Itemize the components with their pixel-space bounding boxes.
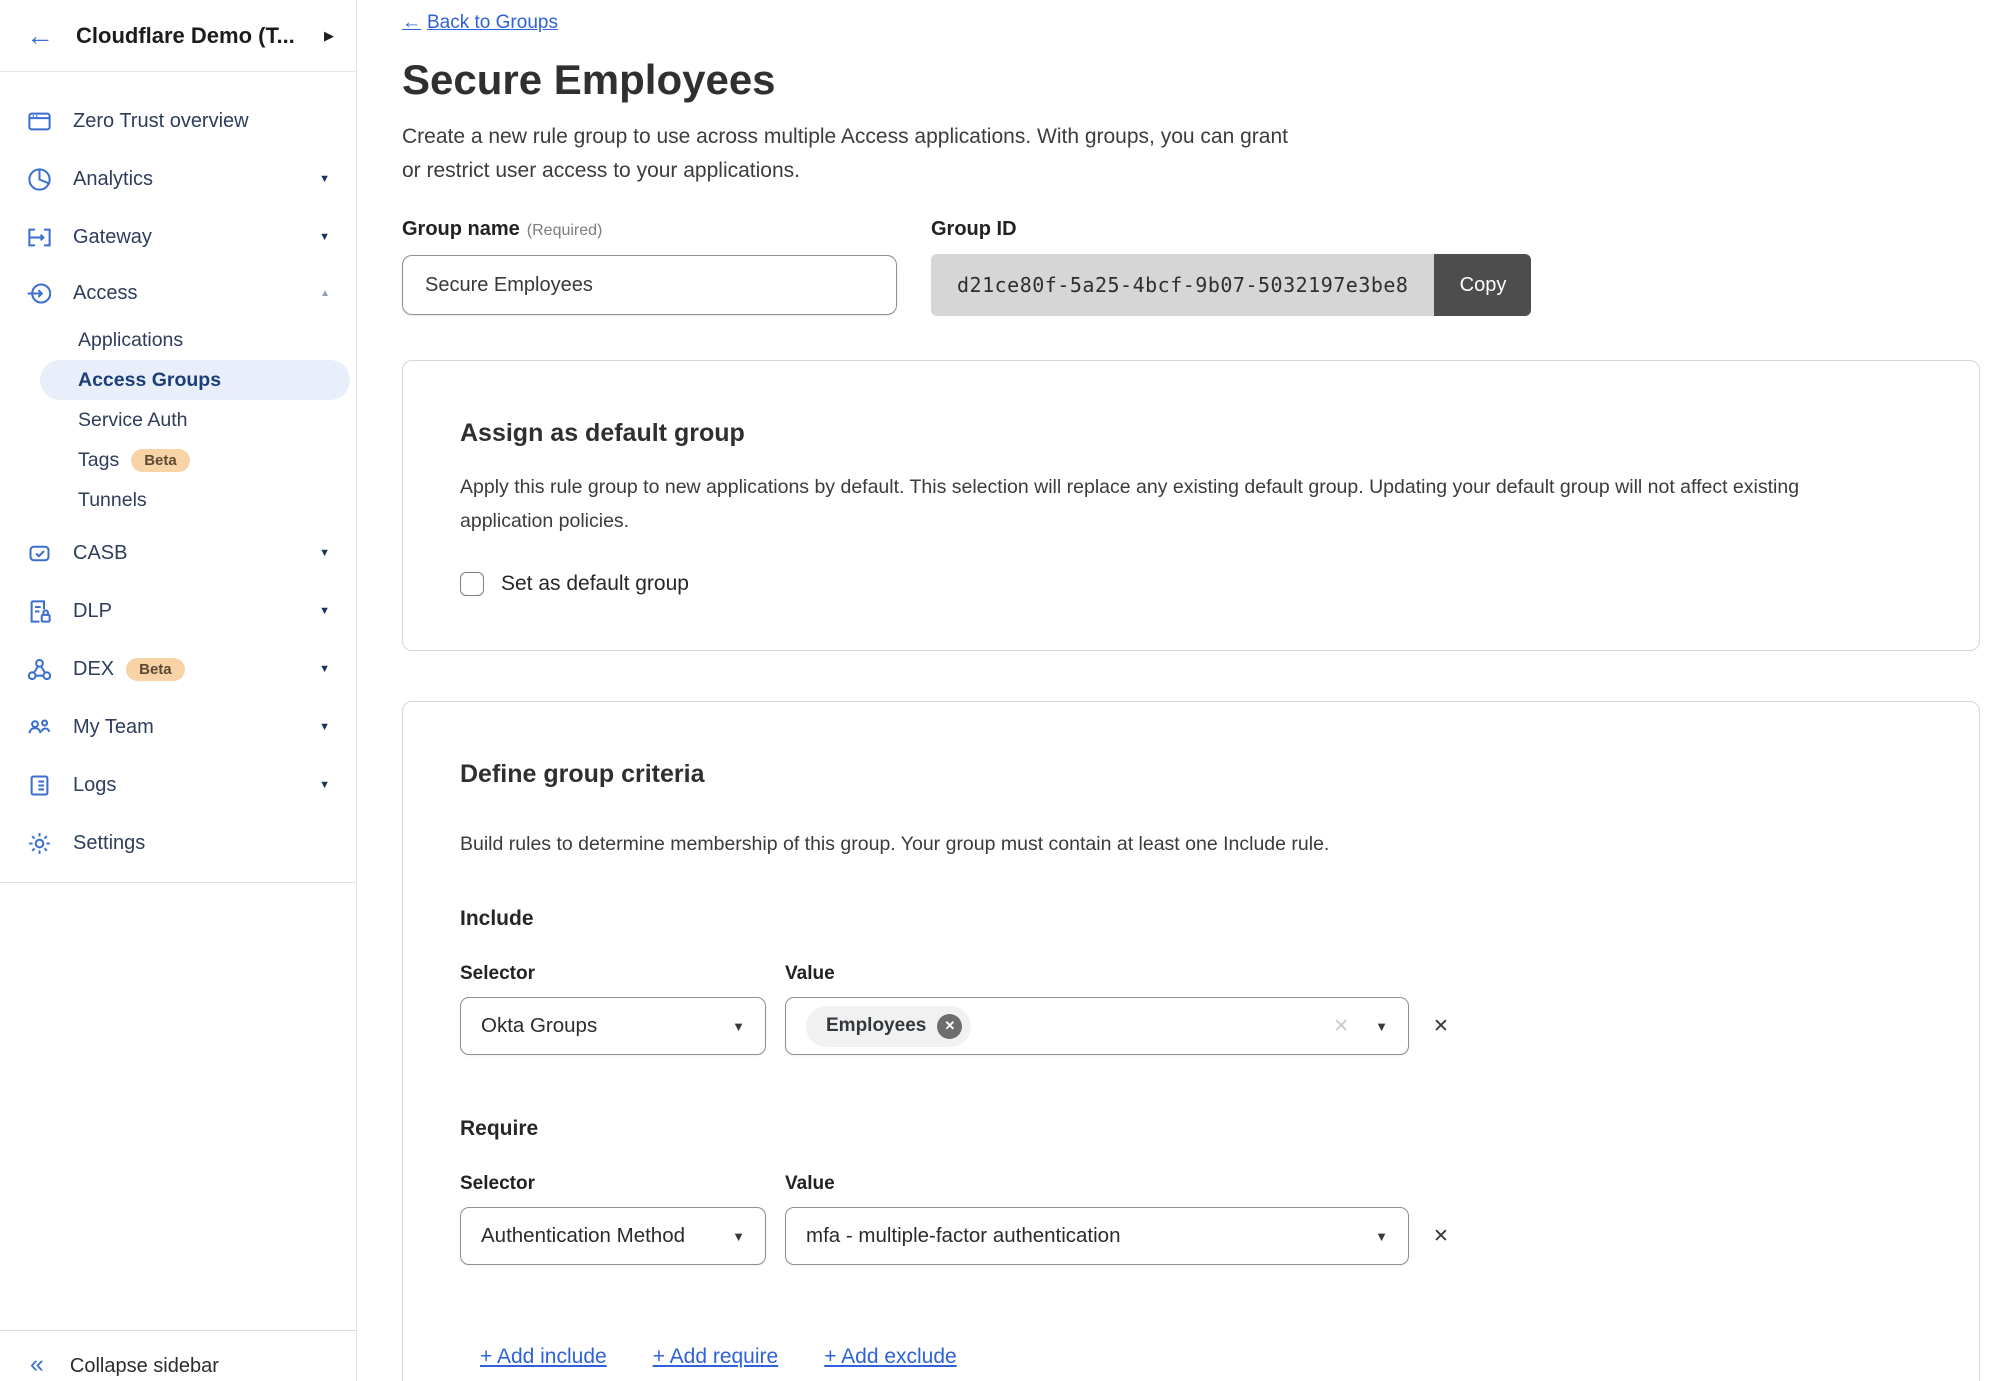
add-require-link[interactable]: + Add require <box>652 1345 779 1369</box>
chevron-down-icon[interactable]: ▼ <box>319 779 330 791</box>
logs-list-icon <box>26 772 53 799</box>
sidebar-item-label: Tunnels <box>78 488 147 511</box>
default-group-card-title: Assign as default group <box>460 419 745 448</box>
copy-button[interactable]: Copy <box>1434 254 1531 316</box>
criteria-description-text: Build rules to determine membership of this group. Your group must contain at least one Include rule. <box>460 833 1330 856</box>
collapse-sidebar-button[interactable] <box>0 1330 356 1381</box>
employees-tag-label: Employees <box>826 1015 927 1037</box>
sidebar-item-analytics[interactable] <box>0 150 356 208</box>
default-group-card-description <box>460 470 1922 538</box>
page-description <box>402 120 1999 188</box>
beta-badge: Beta <box>126 658 185 681</box>
add-rule-links <box>460 1345 1922 1369</box>
sidebar-item-label: Settings <box>73 831 146 854</box>
set-default-group-checkbox[interactable] <box>460 572 484 596</box>
back-arrow-icon[interactable]: ← <box>26 19 54 51</box>
chevron-down-icon: ▼ <box>732 1228 745 1244</box>
set-default-group-checkbox-row[interactable] <box>460 572 1922 596</box>
sidebar-item-tunnels[interactable] <box>0 480 356 520</box>
casb-icon <box>26 540 53 567</box>
sidebar-item-gateway[interactable] <box>0 208 356 266</box>
require-value-label: Value <box>785 1173 835 1195</box>
add-include-link[interactable]: + Add include <box>480 1345 607 1369</box>
sidebar-item-access[interactable] <box>0 266 356 320</box>
page-description-line2: or restrict user access to your applications. <box>402 159 800 183</box>
required-hint: (Required) <box>526 222 603 240</box>
sidebar-item-casb[interactable] <box>0 524 356 582</box>
group-id-label: Group ID <box>931 218 1017 241</box>
include-value-multiselect[interactable] <box>785 997 1409 1055</box>
sidebar-item-label: Analytics <box>73 167 154 190</box>
collapse-sidebar-label: Collapse sidebar <box>69 1355 219 1377</box>
chevron-down-icon[interactable]: ▼ <box>319 605 330 617</box>
require-section-label: Require <box>460 1117 539 1141</box>
remove-require-rule-button[interactable]: ✕ <box>1433 1225 1449 1247</box>
group-id-value: d21ce80f-5a25-4bcf-9b07-5032197e3be8 <box>931 254 1434 316</box>
chevron-down-icon[interactable]: ▼ <box>319 173 330 185</box>
require-rule-row <box>460 1207 1922 1265</box>
sidebar-item-settings[interactable] <box>0 814 356 872</box>
add-exclude-link[interactable]: + Add exclude <box>824 1345 957 1369</box>
criteria-card-description <box>460 827 1922 861</box>
sidebar-item-label: Applications <box>78 328 184 351</box>
include-selector-label: Selector <box>460 963 535 985</box>
require-rule-labels <box>460 1173 1922 1195</box>
chevron-down-icon: ▼ <box>1375 1228 1388 1244</box>
analytics-pie-icon <box>26 166 53 193</box>
include-rule-row <box>460 997 1922 1055</box>
sidebar-item-dex[interactable] <box>0 640 356 698</box>
sidebar-nav <box>0 72 356 1330</box>
sidebar-item-service-auth[interactable] <box>0 400 356 440</box>
group-name-input[interactable] <box>402 255 897 315</box>
gear-icon <box>26 830 53 857</box>
account-name[interactable]: Cloudflare Demo (T... <box>76 22 295 48</box>
access-subnav <box>0 320 356 520</box>
require-selector-value: Authentication Method <box>481 1224 685 1248</box>
group-name-field <box>402 218 897 316</box>
sidebar-item-label: Access <box>73 281 138 304</box>
sidebar-item-label: Service Auth <box>78 408 188 431</box>
overview-window-icon <box>26 108 53 135</box>
dex-network-icon <box>26 656 53 683</box>
chevron-down-icon[interactable]: ▼ <box>319 231 330 243</box>
group-identity-row <box>402 218 1999 316</box>
default-group-desc-line1: Apply this rule group to new applications by default. This selection will replace any existing default group. Updating your default group will not affect existing <box>460 476 1800 499</box>
criteria-card-title: Define group criteria <box>460 760 705 789</box>
sidebar-item-label: CASB <box>73 541 128 564</box>
require-value-text: mfa - multiple-factor authentication <box>806 1224 1121 1248</box>
back-link-label: Back to Groups <box>427 12 558 33</box>
account-expand-icon[interactable]: ▶ <box>324 27 334 43</box>
chevron-down-icon: ▼ <box>1375 1018 1388 1034</box>
chevron-down-icon[interactable]: ▼ <box>319 547 330 559</box>
sidebar-item-my-team[interactable] <box>0 698 356 756</box>
sidebar-item-tags[interactable] <box>0 440 356 480</box>
set-default-group-label: Set as default group <box>501 572 689 596</box>
remove-tag-icon[interactable]: ✕ <box>937 1014 962 1039</box>
default-group-desc-line2: application policies. <box>460 510 630 533</box>
include-rule-labels <box>460 963 1922 985</box>
require-value-dropdown[interactable] <box>785 1207 1409 1265</box>
beta-badge: Beta <box>131 449 190 472</box>
chevron-down-icon: ▼ <box>732 1018 745 1034</box>
sidebar-item-label: DEX <box>73 657 115 680</box>
clear-values-icon[interactable]: ✕ <box>1333 1015 1350 1037</box>
sidebar-item-access-groups[interactable] <box>40 360 350 400</box>
group-id-box <box>931 254 1531 316</box>
sidebar-item-label: My Team <box>73 715 154 738</box>
sidebar-item-label: Access Groups <box>78 368 222 391</box>
require-selector-dropdown[interactable] <box>460 1207 766 1265</box>
access-icon <box>26 280 53 307</box>
collapse-chevrons-icon: « <box>30 1350 44 1378</box>
account-header <box>0 0 356 72</box>
sidebar-item-label: Tags <box>78 448 120 471</box>
back-to-groups-link[interactable] <box>402 12 558 34</box>
include-selector-dropdown[interactable] <box>460 997 766 1055</box>
sidebar-item-applications[interactable] <box>0 320 356 360</box>
chevron-up-icon[interactable]: ▲ <box>320 287 330 299</box>
group-name-label: Group name <box>402 218 520 241</box>
page-description-line1: Create a new rule group to use across multiple Access applications. With groups, you can grant <box>402 125 1288 148</box>
sidebar-item-label: DLP <box>73 599 112 622</box>
main-content <box>357 0 1999 1381</box>
require-selector-label: Selector <box>460 1173 535 1195</box>
sidebar-divider <box>0 882 356 883</box>
group-id-field <box>931 218 1531 316</box>
page-title: Secure Employees <box>402 56 776 103</box>
remove-include-rule-button[interactable]: ✕ <box>1433 1015 1449 1037</box>
criteria-card <box>402 701 1980 1381</box>
default-group-card <box>402 360 1980 651</box>
sidebar-item-dlp[interactable] <box>0 582 356 640</box>
include-value-label: Value <box>785 963 835 985</box>
sidebar-item-logs[interactable] <box>0 756 356 814</box>
sidebar-item-label: Zero Trust overview <box>73 109 249 132</box>
include-selector-value: Okta Groups <box>481 1014 598 1038</box>
employees-tag <box>806 1006 971 1047</box>
include-section-label: Include <box>460 907 534 931</box>
sidebar-item-zero-trust-overview[interactable] <box>0 92 356 150</box>
back-arrow-icon: ← <box>402 12 421 33</box>
dlp-document-lock-icon <box>26 598 53 625</box>
sidebar <box>0 0 357 1381</box>
chevron-down-icon[interactable]: ▼ <box>319 721 330 733</box>
my-team-people-icon <box>26 714 53 741</box>
sidebar-item-label: Gateway <box>73 225 152 248</box>
sidebar-item-label: Logs <box>73 773 117 796</box>
chevron-down-icon[interactable]: ▼ <box>319 663 330 675</box>
gateway-icon <box>26 224 53 251</box>
